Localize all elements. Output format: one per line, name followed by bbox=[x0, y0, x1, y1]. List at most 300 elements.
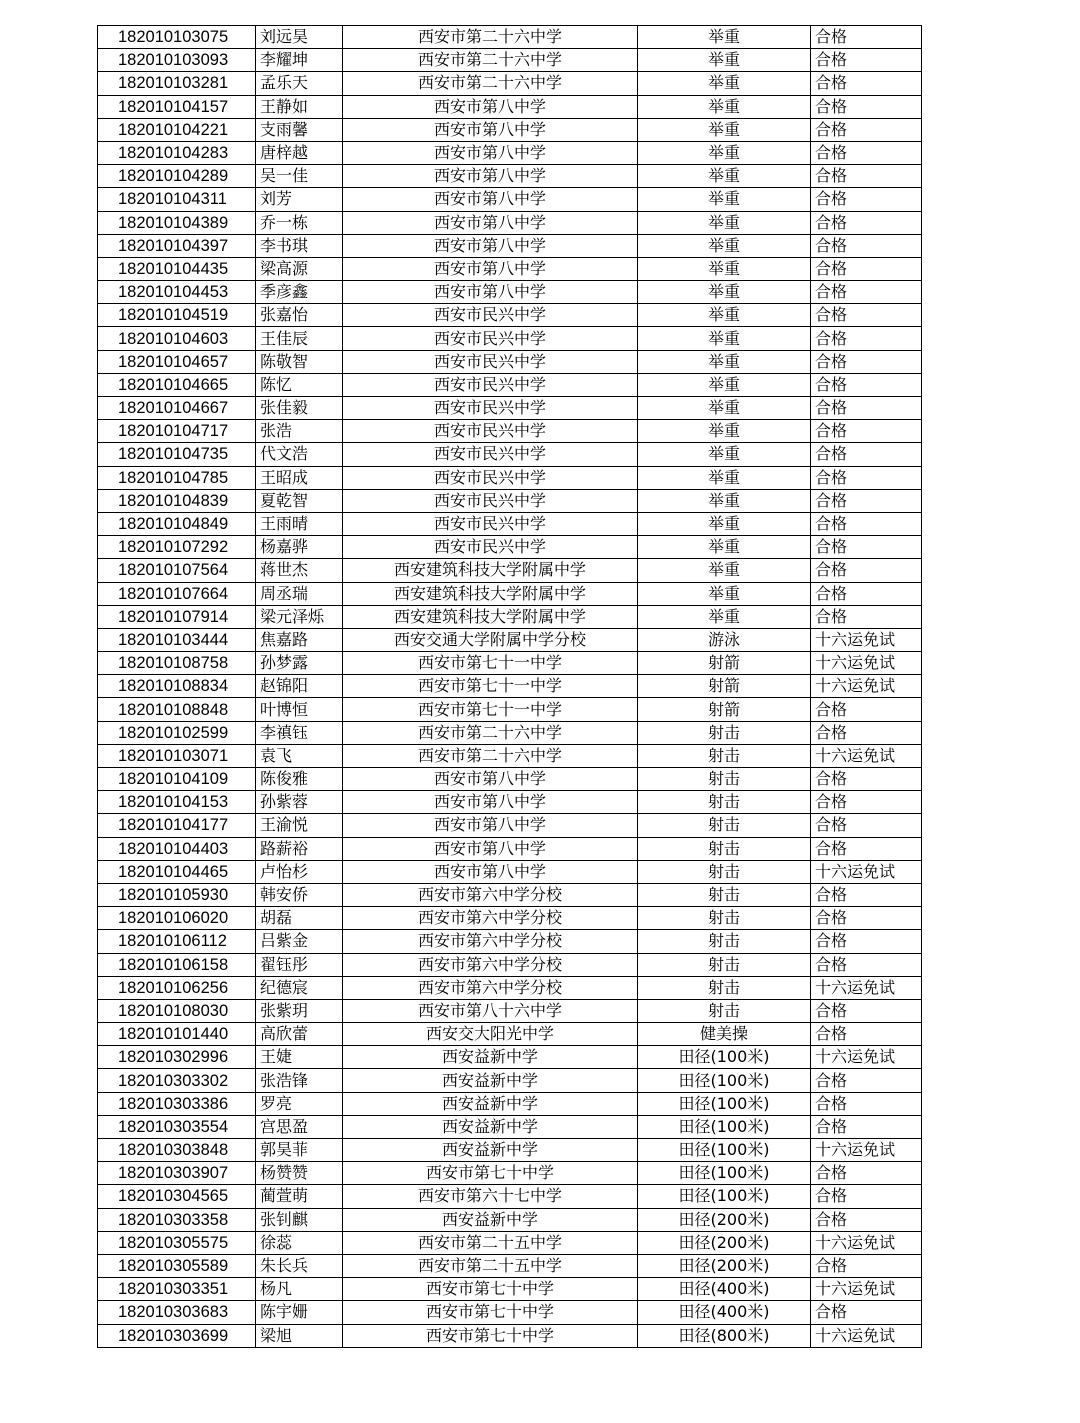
table-row bbox=[98, 49, 922, 72]
sport-cell: 田径(100米) bbox=[638, 1139, 811, 1162]
student-name-cell: 陈宇姗 bbox=[256, 1301, 343, 1324]
exam-id-cell: 182010104157 bbox=[98, 95, 256, 118]
student-name-cell: 陈敬智 bbox=[256, 350, 343, 373]
school-cell: 西安市民兴中学 bbox=[343, 373, 638, 396]
exam-id-cell: 182010303351 bbox=[98, 1278, 256, 1301]
student-name-cell: 乔一栋 bbox=[256, 211, 343, 234]
exam-id-cell: 182010302996 bbox=[98, 1046, 256, 1069]
school-cell: 西安交通大学附属中学分校 bbox=[343, 628, 638, 651]
school-cell: 西安益新中学 bbox=[343, 1092, 638, 1115]
sport-cell: 举重 bbox=[638, 373, 811, 396]
sport-cell: 举重 bbox=[638, 304, 811, 327]
result-cell: 合格 bbox=[811, 883, 922, 906]
table-row bbox=[98, 582, 922, 605]
school-cell: 西安益新中学 bbox=[343, 1115, 638, 1138]
table-row bbox=[98, 930, 922, 953]
exam-id-cell: 182010104177 bbox=[98, 814, 256, 837]
school-cell: 西安益新中学 bbox=[343, 1069, 638, 1092]
result-cell: 十六运免试 bbox=[811, 1278, 922, 1301]
table-row bbox=[98, 188, 922, 211]
school-cell: 西安市第八中学 bbox=[343, 234, 638, 257]
exam-id-cell: 182010108030 bbox=[98, 999, 256, 1022]
table-row bbox=[98, 327, 922, 350]
school-cell: 西安市第七十一中学 bbox=[343, 652, 638, 675]
school-cell: 西安市第八十六中学 bbox=[343, 999, 638, 1022]
result-cell: 十六运免试 bbox=[811, 675, 922, 698]
result-cell: 合格 bbox=[811, 791, 922, 814]
result-cell: 合格 bbox=[811, 350, 922, 373]
sport-cell: 举重 bbox=[638, 165, 811, 188]
result-cell: 合格 bbox=[811, 1115, 922, 1138]
table-row bbox=[98, 536, 922, 559]
school-cell: 西安市民兴中学 bbox=[343, 489, 638, 512]
student-name-cell: 韩安侨 bbox=[256, 883, 343, 906]
exam-id-cell: 182010303699 bbox=[98, 1324, 256, 1347]
student-name-cell: 杨赞赞 bbox=[256, 1162, 343, 1185]
result-cell: 合格 bbox=[811, 1162, 922, 1185]
exam-id-cell: 182010107664 bbox=[98, 582, 256, 605]
result-cell: 十六运免试 bbox=[811, 744, 922, 767]
student-name-cell: 张浩 bbox=[256, 420, 343, 443]
table-row bbox=[98, 1208, 922, 1231]
exam-id-cell: 182010104667 bbox=[98, 397, 256, 420]
exam-id-cell: 182010103281 bbox=[98, 72, 256, 95]
school-cell: 西安市第二十六中学 bbox=[343, 26, 638, 49]
result-cell: 十六运免试 bbox=[811, 976, 922, 999]
student-name-cell: 王雨晴 bbox=[256, 512, 343, 535]
school-cell: 西安市第二十六中学 bbox=[343, 721, 638, 744]
result-cell: 合格 bbox=[811, 768, 922, 791]
sport-cell: 田径(100米) bbox=[638, 1185, 811, 1208]
student-name-cell: 张嘉怡 bbox=[256, 304, 343, 327]
result-cell: 合格 bbox=[811, 814, 922, 837]
table-row bbox=[98, 373, 922, 396]
result-cell: 合格 bbox=[811, 281, 922, 304]
table-row bbox=[98, 907, 922, 930]
sport-cell: 田径(200米) bbox=[638, 1254, 811, 1277]
table-row bbox=[98, 118, 922, 141]
student-name-cell: 刘远昊 bbox=[256, 26, 343, 49]
table-row bbox=[98, 675, 922, 698]
school-cell: 西安市民兴中学 bbox=[343, 397, 638, 420]
sport-cell: 射击 bbox=[638, 744, 811, 767]
sport-cell: 举重 bbox=[638, 466, 811, 489]
school-cell: 西安益新中学 bbox=[343, 1046, 638, 1069]
school-cell: 西安市第八中学 bbox=[343, 768, 638, 791]
school-cell: 西安市第八中学 bbox=[343, 141, 638, 164]
sport-cell: 举重 bbox=[638, 605, 811, 628]
result-cell: 合格 bbox=[811, 512, 922, 535]
exam-id-cell: 182010104311 bbox=[98, 188, 256, 211]
table-row bbox=[98, 165, 922, 188]
table-row bbox=[98, 628, 922, 651]
exam-id-cell: 182010106112 bbox=[98, 930, 256, 953]
sport-cell: 田径(200米) bbox=[638, 1208, 811, 1231]
student-name-cell: 纪德宸 bbox=[256, 976, 343, 999]
table-row bbox=[98, 211, 922, 234]
school-cell: 西安市第八中学 bbox=[343, 165, 638, 188]
school-cell: 西安市第六中学分校 bbox=[343, 930, 638, 953]
table-row bbox=[98, 559, 922, 582]
result-cell: 合格 bbox=[811, 1069, 922, 1092]
sport-cell: 射击 bbox=[638, 999, 811, 1022]
school-cell: 西安交大阳光中学 bbox=[343, 1023, 638, 1046]
sport-cell: 健美操 bbox=[638, 1023, 811, 1046]
school-cell: 西安市第八中学 bbox=[343, 257, 638, 280]
sport-cell: 举重 bbox=[638, 49, 811, 72]
result-cell: 合格 bbox=[811, 188, 922, 211]
sport-cell: 举重 bbox=[638, 281, 811, 304]
table-row bbox=[98, 721, 922, 744]
table-row bbox=[98, 883, 922, 906]
exam-id-cell: 182010103075 bbox=[98, 26, 256, 49]
exam-id-cell: 182010303302 bbox=[98, 1069, 256, 1092]
student-name-cell: 张钊麒 bbox=[256, 1208, 343, 1231]
sport-cell: 田径(100米) bbox=[638, 1069, 811, 1092]
result-cell: 合格 bbox=[811, 953, 922, 976]
table-row bbox=[98, 652, 922, 675]
school-cell: 西安益新中学 bbox=[343, 1208, 638, 1231]
exam-id-cell: 182010103093 bbox=[98, 49, 256, 72]
student-name-cell: 徐蕊 bbox=[256, 1231, 343, 1254]
exam-id-cell: 182010106158 bbox=[98, 953, 256, 976]
result-cell: 合格 bbox=[811, 211, 922, 234]
table-row bbox=[98, 95, 922, 118]
school-cell: 西安市第七十中学 bbox=[343, 1278, 638, 1301]
result-cell: 合格 bbox=[811, 165, 922, 188]
table-row bbox=[98, 1115, 922, 1138]
school-cell: 西安市民兴中学 bbox=[343, 304, 638, 327]
school-cell: 西安市第六中学分校 bbox=[343, 907, 638, 930]
student-name-cell: 王婕 bbox=[256, 1046, 343, 1069]
exam-id-cell: 182010104519 bbox=[98, 304, 256, 327]
result-cell: 合格 bbox=[811, 1254, 922, 1277]
student-name-cell: 杨嘉骅 bbox=[256, 536, 343, 559]
student-name-cell: 支雨馨 bbox=[256, 118, 343, 141]
exam-id-cell: 182010107292 bbox=[98, 536, 256, 559]
sport-cell: 射击 bbox=[638, 883, 811, 906]
sport-cell: 举重 bbox=[638, 95, 811, 118]
sport-cell: 举重 bbox=[638, 26, 811, 49]
sport-cell: 射击 bbox=[638, 814, 811, 837]
school-cell: 西安市第二十六中学 bbox=[343, 72, 638, 95]
result-cell: 合格 bbox=[811, 26, 922, 49]
result-cell: 合格 bbox=[811, 559, 922, 582]
table-row bbox=[98, 1162, 922, 1185]
student-name-cell: 孙紫蓉 bbox=[256, 791, 343, 814]
student-name-cell: 梁高源 bbox=[256, 257, 343, 280]
sport-cell: 田径(800米) bbox=[638, 1324, 811, 1347]
exam-id-cell: 182010104465 bbox=[98, 860, 256, 883]
sport-cell: 举重 bbox=[638, 512, 811, 535]
school-cell: 西安市民兴中学 bbox=[343, 466, 638, 489]
school-cell: 西安建筑科技大学附属中学 bbox=[343, 559, 638, 582]
student-name-cell: 李书琪 bbox=[256, 234, 343, 257]
student-name-cell: 孟乐天 bbox=[256, 72, 343, 95]
student-name-cell: 胡磊 bbox=[256, 907, 343, 930]
result-cell: 合格 bbox=[811, 327, 922, 350]
table-row bbox=[98, 281, 922, 304]
exam-id-cell: 182010104657 bbox=[98, 350, 256, 373]
school-cell: 西安市民兴中学 bbox=[343, 536, 638, 559]
school-cell: 西安市第八中学 bbox=[343, 281, 638, 304]
sport-cell: 射击 bbox=[638, 860, 811, 883]
school-cell: 西安市第八中学 bbox=[343, 791, 638, 814]
results-table bbox=[97, 25, 922, 1348]
sport-cell: 举重 bbox=[638, 559, 811, 582]
result-cell: 十六运免试 bbox=[811, 1324, 922, 1347]
student-name-cell: 郭昊菲 bbox=[256, 1139, 343, 1162]
sport-cell: 举重 bbox=[638, 118, 811, 141]
student-name-cell: 唐梓越 bbox=[256, 141, 343, 164]
student-name-cell: 蔺萱萌 bbox=[256, 1185, 343, 1208]
result-cell: 合格 bbox=[811, 1023, 922, 1046]
exam-id-cell: 182010305589 bbox=[98, 1254, 256, 1277]
table-row bbox=[98, 1069, 922, 1092]
result-cell: 合格 bbox=[811, 489, 922, 512]
exam-id-cell: 182010103071 bbox=[98, 744, 256, 767]
result-cell: 十六运免试 bbox=[811, 860, 922, 883]
exam-id-cell: 182010103444 bbox=[98, 628, 256, 651]
table-row bbox=[98, 397, 922, 420]
result-cell: 合格 bbox=[811, 837, 922, 860]
student-name-cell: 季彦鑫 bbox=[256, 281, 343, 304]
student-name-cell: 王佳辰 bbox=[256, 327, 343, 350]
table-row bbox=[98, 814, 922, 837]
exam-id-cell: 182010108834 bbox=[98, 675, 256, 698]
sport-cell: 举重 bbox=[638, 327, 811, 350]
school-cell: 西安市第七十中学 bbox=[343, 1301, 638, 1324]
sport-cell: 射击 bbox=[638, 721, 811, 744]
exam-id-cell: 182010104403 bbox=[98, 837, 256, 860]
table-row bbox=[98, 512, 922, 535]
exam-id-cell: 182010107914 bbox=[98, 605, 256, 628]
sport-cell: 举重 bbox=[638, 420, 811, 443]
result-cell: 合格 bbox=[811, 466, 922, 489]
school-cell: 西安市民兴中学 bbox=[343, 512, 638, 535]
school-cell: 西安益新中学 bbox=[343, 1139, 638, 1162]
exam-id-cell: 182010108848 bbox=[98, 698, 256, 721]
school-cell: 西安市第八中学 bbox=[343, 814, 638, 837]
exam-id-cell: 182010104717 bbox=[98, 420, 256, 443]
student-name-cell: 张紫玥 bbox=[256, 999, 343, 1022]
result-cell: 合格 bbox=[811, 234, 922, 257]
exam-id-cell: 182010303907 bbox=[98, 1162, 256, 1185]
table-row bbox=[98, 791, 922, 814]
result-cell: 十六运免试 bbox=[811, 652, 922, 675]
exam-id-cell: 182010104785 bbox=[98, 466, 256, 489]
exam-id-cell: 182010104389 bbox=[98, 211, 256, 234]
exam-id-cell: 182010106020 bbox=[98, 907, 256, 930]
exam-id-cell: 182010104735 bbox=[98, 443, 256, 466]
result-cell: 十六运免试 bbox=[811, 628, 922, 651]
exam-id-cell: 182010303683 bbox=[98, 1301, 256, 1324]
exam-id-cell: 182010303358 bbox=[98, 1208, 256, 1231]
table-row bbox=[98, 1046, 922, 1069]
table-row bbox=[98, 72, 922, 95]
result-cell: 合格 bbox=[811, 721, 922, 744]
sport-cell: 举重 bbox=[638, 397, 811, 420]
sport-cell: 田径(400米) bbox=[638, 1301, 811, 1324]
school-cell: 西安市第七十一中学 bbox=[343, 698, 638, 721]
exam-id-cell: 182010305575 bbox=[98, 1231, 256, 1254]
sport-cell: 举重 bbox=[638, 141, 811, 164]
school-cell: 西安市第七十中学 bbox=[343, 1324, 638, 1347]
exam-id-cell: 182010304565 bbox=[98, 1185, 256, 1208]
sport-cell: 举重 bbox=[638, 443, 811, 466]
school-cell: 西安市第六中学分校 bbox=[343, 976, 638, 999]
table-row bbox=[98, 1301, 922, 1324]
school-cell: 西安市第二十五中学 bbox=[343, 1254, 638, 1277]
exam-id-cell: 182010104283 bbox=[98, 141, 256, 164]
result-cell: 合格 bbox=[811, 698, 922, 721]
sport-cell: 举重 bbox=[638, 211, 811, 234]
exam-id-cell: 182010101440 bbox=[98, 1023, 256, 1046]
school-cell: 西安建筑科技大学附属中学 bbox=[343, 582, 638, 605]
table-row bbox=[98, 257, 922, 280]
result-cell: 合格 bbox=[811, 930, 922, 953]
result-cell: 合格 bbox=[811, 536, 922, 559]
result-cell: 合格 bbox=[811, 72, 922, 95]
student-name-cell: 梁元泽烁 bbox=[256, 605, 343, 628]
table-row bbox=[98, 1185, 922, 1208]
result-cell: 合格 bbox=[811, 999, 922, 1022]
table-row bbox=[98, 1092, 922, 1115]
result-cell: 合格 bbox=[811, 420, 922, 443]
student-name-cell: 袁飞 bbox=[256, 744, 343, 767]
exam-id-cell: 182010105930 bbox=[98, 883, 256, 906]
exam-id-cell: 182010104153 bbox=[98, 791, 256, 814]
exam-id-cell: 182010303554 bbox=[98, 1115, 256, 1138]
school-cell: 西安市第八中学 bbox=[343, 95, 638, 118]
result-cell: 合格 bbox=[811, 397, 922, 420]
student-name-cell: 杨凡 bbox=[256, 1278, 343, 1301]
table-row bbox=[98, 141, 922, 164]
result-cell: 合格 bbox=[811, 1092, 922, 1115]
school-cell: 西安市第二十六中学 bbox=[343, 744, 638, 767]
student-name-cell: 梁旭 bbox=[256, 1324, 343, 1347]
table-row bbox=[98, 350, 922, 373]
school-cell: 西安市民兴中学 bbox=[343, 420, 638, 443]
student-name-cell: 蒋世杰 bbox=[256, 559, 343, 582]
table-row bbox=[98, 1023, 922, 1046]
sport-cell: 射击 bbox=[638, 907, 811, 930]
result-cell: 十六运免试 bbox=[811, 1139, 922, 1162]
sport-cell: 射击 bbox=[638, 837, 811, 860]
student-name-cell: 刘芳 bbox=[256, 188, 343, 211]
sport-cell: 田径(100米) bbox=[638, 1046, 811, 1069]
exam-id-cell: 182010104453 bbox=[98, 281, 256, 304]
exam-id-cell: 182010104109 bbox=[98, 768, 256, 791]
table-row bbox=[98, 768, 922, 791]
table-row bbox=[98, 860, 922, 883]
result-cell: 合格 bbox=[811, 1208, 922, 1231]
table-row bbox=[98, 953, 922, 976]
sport-cell: 举重 bbox=[638, 234, 811, 257]
table-row bbox=[98, 698, 922, 721]
exam-id-cell: 182010104603 bbox=[98, 327, 256, 350]
table-row bbox=[98, 1139, 922, 1162]
school-cell: 西安市第六中学分校 bbox=[343, 883, 638, 906]
sport-cell: 射击 bbox=[638, 791, 811, 814]
table-row bbox=[98, 26, 922, 49]
student-name-cell: 吴一佳 bbox=[256, 165, 343, 188]
exam-id-cell: 182010102599 bbox=[98, 721, 256, 744]
exam-id-cell: 182010104665 bbox=[98, 373, 256, 396]
sport-cell: 田径(100米) bbox=[638, 1115, 811, 1138]
student-name-cell: 翟钰彤 bbox=[256, 953, 343, 976]
school-cell: 西安市民兴中学 bbox=[343, 327, 638, 350]
results-table-body bbox=[98, 26, 922, 1348]
student-name-cell: 罗亮 bbox=[256, 1092, 343, 1115]
student-name-cell: 卢怡杉 bbox=[256, 860, 343, 883]
result-cell: 合格 bbox=[811, 605, 922, 628]
sport-cell: 射击 bbox=[638, 768, 811, 791]
sport-cell: 田径(200米) bbox=[638, 1231, 811, 1254]
school-cell: 西安市第二十五中学 bbox=[343, 1231, 638, 1254]
student-name-cell: 吕紫金 bbox=[256, 930, 343, 953]
sport-cell: 田径(100米) bbox=[638, 1092, 811, 1115]
result-cell: 十六运免试 bbox=[811, 1231, 922, 1254]
table-row bbox=[98, 999, 922, 1022]
result-cell: 合格 bbox=[811, 304, 922, 327]
result-cell: 合格 bbox=[811, 141, 922, 164]
table-row bbox=[98, 466, 922, 489]
sport-cell: 田径(400米) bbox=[638, 1278, 811, 1301]
table-row bbox=[98, 443, 922, 466]
school-cell: 西安市第六十七中学 bbox=[343, 1185, 638, 1208]
table-row bbox=[98, 744, 922, 767]
sport-cell: 射箭 bbox=[638, 698, 811, 721]
school-cell: 西安市第六中学分校 bbox=[343, 953, 638, 976]
table-row bbox=[98, 1324, 922, 1347]
sport-cell: 举重 bbox=[638, 489, 811, 512]
student-name-cell: 夏乾智 bbox=[256, 489, 343, 512]
result-cell: 合格 bbox=[811, 1301, 922, 1324]
sport-cell: 射击 bbox=[638, 976, 811, 999]
exam-id-cell: 182010104221 bbox=[98, 118, 256, 141]
student-name-cell: 李禛钰 bbox=[256, 721, 343, 744]
result-cell: 合格 bbox=[811, 1185, 922, 1208]
school-cell: 西安市第八中学 bbox=[343, 211, 638, 234]
table-row bbox=[98, 605, 922, 628]
school-cell: 西安市第八中学 bbox=[343, 188, 638, 211]
school-cell: 西安市民兴中学 bbox=[343, 443, 638, 466]
table-row bbox=[98, 837, 922, 860]
school-cell: 西安市第七十一中学 bbox=[343, 675, 638, 698]
sport-cell: 射箭 bbox=[638, 675, 811, 698]
student-name-cell: 王昭成 bbox=[256, 466, 343, 489]
table-row bbox=[98, 1278, 922, 1301]
school-cell: 西安市第七十中学 bbox=[343, 1162, 638, 1185]
table-row bbox=[98, 1254, 922, 1277]
student-name-cell: 朱长兵 bbox=[256, 1254, 343, 1277]
student-name-cell: 路薪裕 bbox=[256, 837, 343, 860]
exam-id-cell: 182010104435 bbox=[98, 257, 256, 280]
result-cell: 合格 bbox=[811, 118, 922, 141]
student-name-cell: 周丞瑞 bbox=[256, 582, 343, 605]
student-name-cell: 王静如 bbox=[256, 95, 343, 118]
result-cell: 合格 bbox=[811, 582, 922, 605]
exam-id-cell: 182010104849 bbox=[98, 512, 256, 535]
result-cell: 合格 bbox=[811, 443, 922, 466]
student-name-cell: 高欣蕾 bbox=[256, 1023, 343, 1046]
student-name-cell: 代文浩 bbox=[256, 443, 343, 466]
school-cell: 西安市第二十六中学 bbox=[343, 49, 638, 72]
sport-cell: 举重 bbox=[638, 188, 811, 211]
result-cell: 合格 bbox=[811, 257, 922, 280]
sport-cell: 游泳 bbox=[638, 628, 811, 651]
